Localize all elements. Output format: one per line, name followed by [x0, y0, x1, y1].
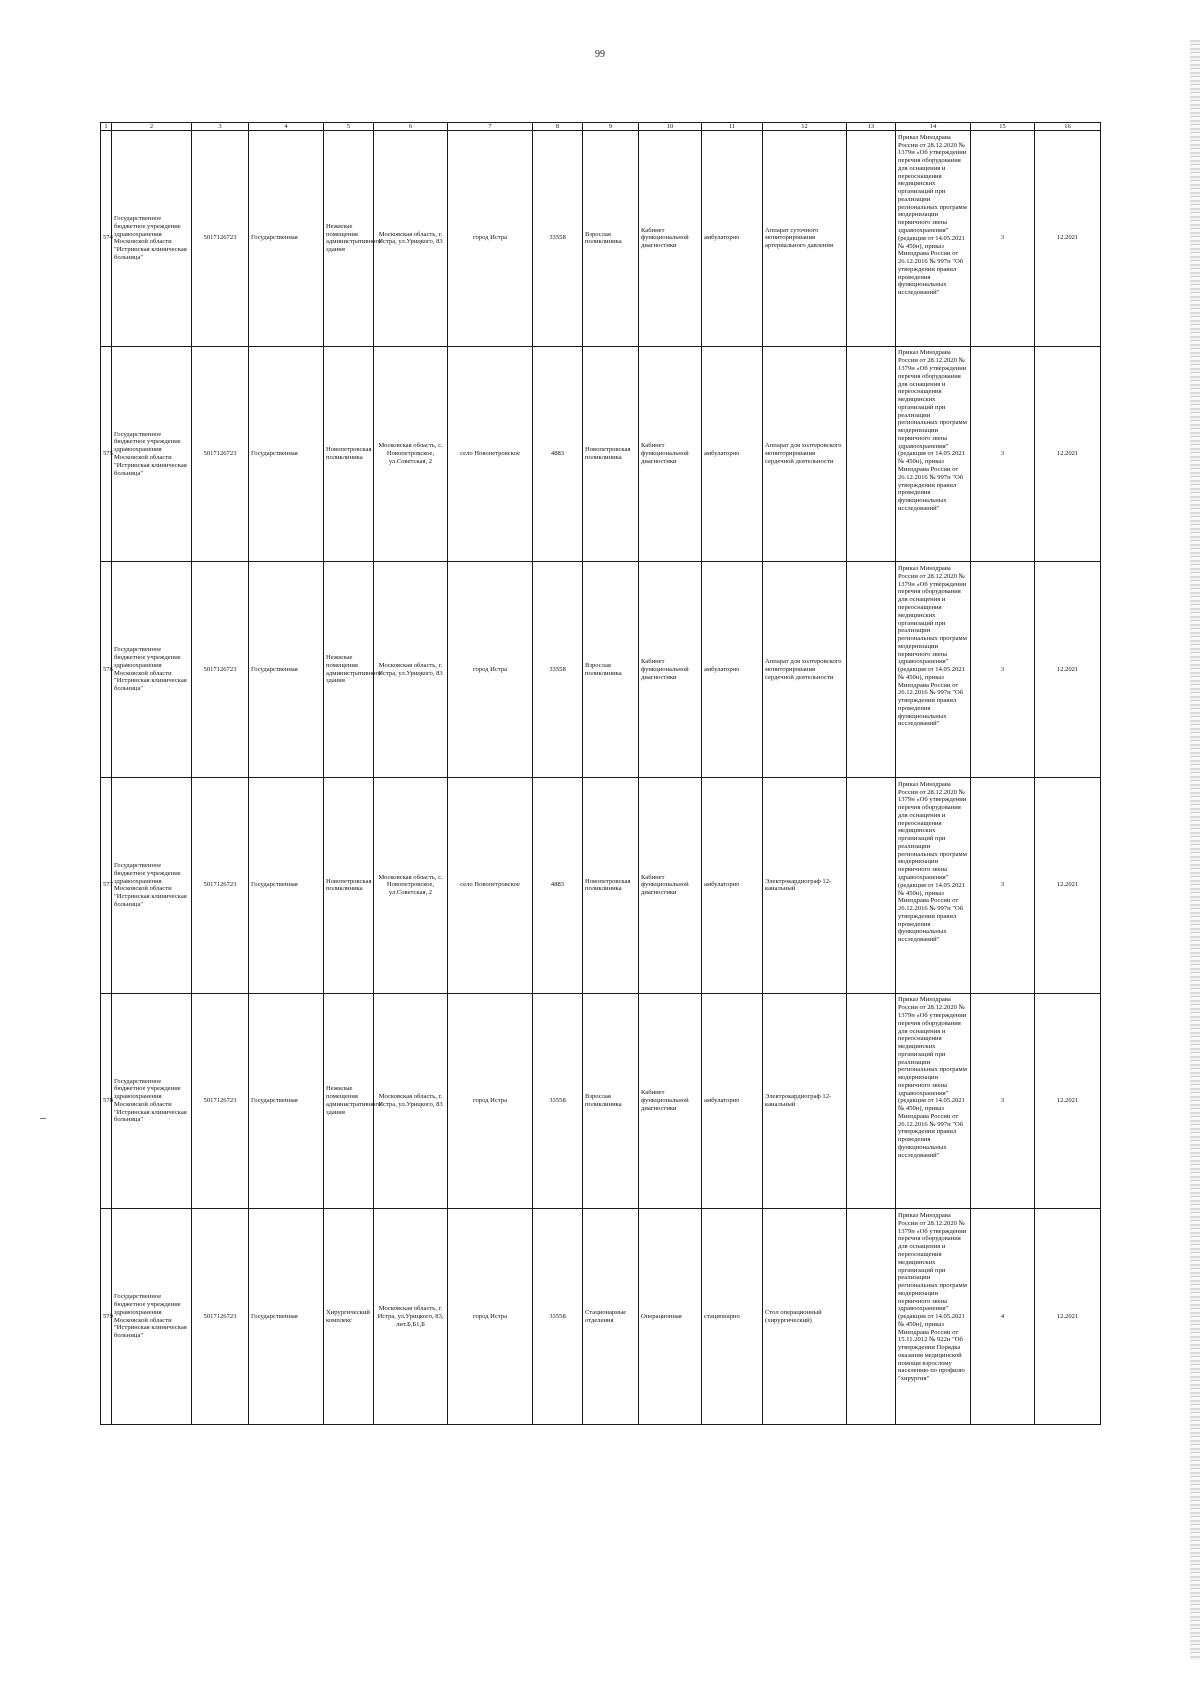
page-number: 99 [595, 49, 605, 60]
quantity: 3 [971, 777, 1035, 993]
column-number-13: 13 [847, 123, 896, 131]
equipment-name: Электрокардиограф 12-канальный [763, 993, 847, 1209]
locality-code: 4883 [533, 346, 583, 562]
locality: город Истра [448, 131, 533, 347]
inn-code: 5017126723 [192, 993, 249, 1209]
table-row [101, 346, 1101, 562]
equipment-name: Аппарат для холтеровского мониторирования сердечной деятельности [763, 346, 847, 562]
cabinet-name: Кабинет функциональной диагностики [639, 562, 702, 778]
building-name: Хирургический комплекс [324, 1209, 374, 1425]
locality: село Новопетровское [448, 777, 533, 993]
equipment-register-table [100, 122, 1101, 1425]
column-number-7: 7 [448, 123, 533, 131]
row-number: 578 [101, 993, 112, 1209]
column-number-2: 2 [112, 123, 192, 131]
quantity: 3 [971, 346, 1035, 562]
table-row [101, 777, 1101, 993]
row-number: 574 [101, 131, 112, 347]
column-number-11: 11 [702, 123, 763, 131]
row-number: 579 [101, 1209, 112, 1425]
inn-code: 5017126723 [192, 562, 249, 778]
locality-code: 33558 [533, 562, 583, 778]
building-name: Новопетровская поликлиника [324, 777, 374, 993]
locality: село Новопетровское [448, 346, 533, 562]
regulatory-basis-text: Приказ Минздрава России от 28.12.2020 № 1379н «Об утверждении перечня оборудования для оснащения и переоснащения медицинских организаций при реализации региональных программ модернизации первичного звена здравоохранения"(редакция от 14.05.2021 № 450н), приказ Минздрава России от 26.12.2016 № 997н "Об утверждении правил проведения функциональных исследований" [898, 565, 967, 728]
organization-name: Государственное бюджетное учреждение здравоохранения Московской области "Истринская клиническая больница" [112, 346, 192, 562]
column-13-cell [847, 346, 896, 562]
ownership-form: Государственная [249, 346, 324, 562]
column-13-cell [847, 777, 896, 993]
equipment-name: Аппарат суточного мониторирования артериального давления [763, 131, 847, 347]
care-type: амбулаторно [702, 346, 763, 562]
locality: город Истра [448, 1209, 533, 1425]
division-name: Взрослая поликлиника [583, 562, 639, 778]
column-number-14: 14 [896, 123, 971, 131]
row-number: 577 [101, 777, 112, 993]
cabinet-name: Кабинет функциональной диагностики [639, 993, 702, 1209]
organization-name: Государственное бюджетное учреждение здравоохранения Московской области "Истринская клиническая больница" [112, 1209, 192, 1425]
column-number-9: 9 [583, 123, 639, 131]
inn-code: 5017126723 [192, 346, 249, 562]
address: Московская область, г. Истра, ул.Урицкого, 83, лит.Б,Б1,Б [374, 1209, 448, 1425]
division-name: Взрослая поликлиника [583, 131, 639, 347]
division-name: Стационарные отделения [583, 1209, 639, 1425]
column-13-cell [847, 562, 896, 778]
column-number-8: 8 [533, 123, 583, 131]
ownership-form: Государственная [249, 993, 324, 1209]
inn-code: 5017126723 [192, 131, 249, 347]
locality: город Истра [448, 562, 533, 778]
row-number: 576 [101, 562, 112, 778]
division-name: Взрослая поликлиника [583, 993, 639, 1209]
care-type: амбулаторно [702, 777, 763, 993]
regulatory-basis [896, 1209, 971, 1425]
cabinet-name: Операционная [639, 1209, 702, 1425]
table-row [101, 562, 1101, 778]
scan-edge-strip [1190, 40, 1200, 1660]
locality-code: 33558 [533, 131, 583, 347]
ownership-form: Государственная [249, 777, 324, 993]
ownership-form: Государственная [249, 562, 324, 778]
care-type: амбулаторно [702, 131, 763, 347]
regulatory-basis [896, 562, 971, 778]
column-13-cell [847, 131, 896, 347]
regulatory-basis [896, 346, 971, 562]
column-13-cell [847, 1209, 896, 1425]
delivery-date: 12.2021 [1035, 993, 1101, 1209]
address: Московская область, г. Истра, ул.Урицкого, 83 [374, 131, 448, 347]
scan-mark [40, 1118, 46, 1119]
column-number-4: 4 [249, 123, 324, 131]
delivery-date: 12.2021 [1035, 1209, 1101, 1425]
cabinet-name: Кабинет функциональной диагностики [639, 346, 702, 562]
care-type: амбулаторно [702, 562, 763, 778]
organization-name: Государственное бюджетное учреждение здравоохранения Московской области "Истринская клиническая больница" [112, 562, 192, 778]
regulatory-basis-text: Приказ Минздрава России от 28.12.2020 № 1379н «Об утверждении перечня оборудования для оснащения и переоснащения медицинских организаций при реализации региональных программ модернизации первичного звена здравоохранения"(редакция от 14.05.2021 № 450н), приказ Минздрава России от 26.12.2016 № 997н "Об утверждении правил проведения функциональных исследований" [898, 349, 967, 512]
column-number-15: 15 [971, 123, 1035, 131]
locality-code: 33558 [533, 993, 583, 1209]
organization-name: Государственное бюджетное учреждение здравоохранения Московской области "Истринская клиническая больница" [112, 993, 192, 1209]
quantity: 3 [971, 562, 1035, 778]
delivery-date: 12.2021 [1035, 562, 1101, 778]
locality-code: 4883 [533, 777, 583, 993]
division-name: Новопетровская поликлиника [583, 777, 639, 993]
column-number-12: 12 [763, 123, 847, 131]
equipment-name: Стол операционный (хирургический) [763, 1209, 847, 1425]
inn-code: 5017126723 [192, 777, 249, 993]
column-number-6: 6 [374, 123, 448, 131]
care-type: амбулаторно [702, 993, 763, 1209]
column-number-row [101, 123, 1101, 131]
ownership-form: Государственная [249, 131, 324, 347]
delivery-date: 12.2021 [1035, 777, 1101, 993]
table-row [101, 131, 1101, 347]
regulatory-basis-text: Приказ Минздрава России от 28.12.2020 № 1379н «Об утверждении перечня оборудования для оснащения и переоснащения медицинских организаций при реализации региональных программ модернизации первичного звена здравоохранения"(редакция от 14.05.2021 № 450н), приказ Минздрава России от 26.12.2016 № 997н "Об утверждении правил проведения функциональных исследований" [898, 133, 967, 297]
building-name: Нежилые помещения административного здания [324, 993, 374, 1209]
address: Московская область, с. Новопетровское, ул.Советская, 2 [374, 346, 448, 562]
delivery-date: 12.2021 [1035, 346, 1101, 562]
quantity: 3 [971, 131, 1035, 347]
table-row [101, 993, 1101, 1209]
delivery-date: 12.2021 [1035, 131, 1101, 347]
address: Московская область, г. Истра, ул.Урицкого, 83 [374, 562, 448, 778]
address: Московская область, г. Истра, ул.Урицкого, 83 [374, 993, 448, 1209]
inn-code: 5017126723 [192, 1209, 249, 1425]
building-name: Новопетровская поликлиника [324, 346, 374, 562]
building-name: Нежилые помещения административного здания [324, 131, 374, 347]
table-row [101, 1209, 1101, 1425]
ownership-form: Государственная [249, 1209, 324, 1425]
column-number-16: 16 [1035, 123, 1101, 131]
equipment-name: Электрокардиограф 12-канальный [763, 777, 847, 993]
column-number-1: 1 [101, 123, 112, 131]
column-number-10: 10 [639, 123, 702, 131]
regulatory-basis [896, 131, 971, 347]
address: Московская область, с. Новопетровское, ул.Советская, 2 [374, 777, 448, 993]
regulatory-basis-text: Приказ Минздрава России от 28.12.2020 № 1379н «Об утверждении перечня оборудования для оснащения и переоснащения медицинских организаций при реализации региональных программ модернизации первичного звена здравоохранения"(редакция от 14.05.2021 № 450н), приказ Минздрава России от 15.11.2012 № 922н "Об утверждении Порядка оказания медицинской помощи взрослому населению по профилю "хирургия" [898, 1212, 967, 1383]
quantity: 3 [971, 993, 1035, 1209]
organization-name: Государственное бюджетное учреждение здравоохранения Московской области "Истринская клиническая больница" [112, 777, 192, 993]
locality: город Истра [448, 993, 533, 1209]
column-13-cell [847, 993, 896, 1209]
column-number-5: 5 [324, 123, 374, 131]
locality-code: 33558 [533, 1209, 583, 1425]
regulatory-basis [896, 777, 971, 993]
column-number-3: 3 [192, 123, 249, 131]
regulatory-basis [896, 993, 971, 1209]
equipment-name: Аппарат для холтеровского мониторирования сердечной деятельности [763, 562, 847, 778]
cabinet-name: Кабинет функциональной диагностики [639, 777, 702, 993]
quantity: 4 [971, 1209, 1035, 1425]
division-name: Новопетровская поликлиника [583, 346, 639, 562]
building-name: Нежилые помещения административного здания [324, 562, 374, 778]
regulatory-basis-text: Приказ Минздрава России от 28.12.2020 № 1379н «Об утверждении перечня оборудования для оснащения и переоснащения медицинских организаций при реализации региональных программ модернизации первичного звена здравоохранения"(редакция от 14.05.2021 № 450н), приказ Минздрава России от 26.12.2016 № 997н "Об утверждении правил проведения функциональных исследований" [898, 780, 967, 944]
care-type: стационарно [702, 1209, 763, 1425]
row-number: 575 [101, 346, 112, 562]
cabinet-name: Кабинет функциональной диагностики [639, 131, 702, 347]
organization-name: Государственное бюджетное учреждение здравоохранения Московской области "Истринская клиническая больница" [112, 131, 192, 347]
regulatory-basis-text: Приказ Минздрава России от 28.12.2020 № 1379н «Об утверждении перечня оборудования для оснащения и переоснащения медицинских организаций при реализации региональных программ модернизации первичного звена здравоохранения"(редакция от 14.05.2021 № 450н), приказ Минздрава России от 26.12.2016 № 997н "Об утверждении правил проведения функциональных исследований" [898, 996, 967, 1159]
